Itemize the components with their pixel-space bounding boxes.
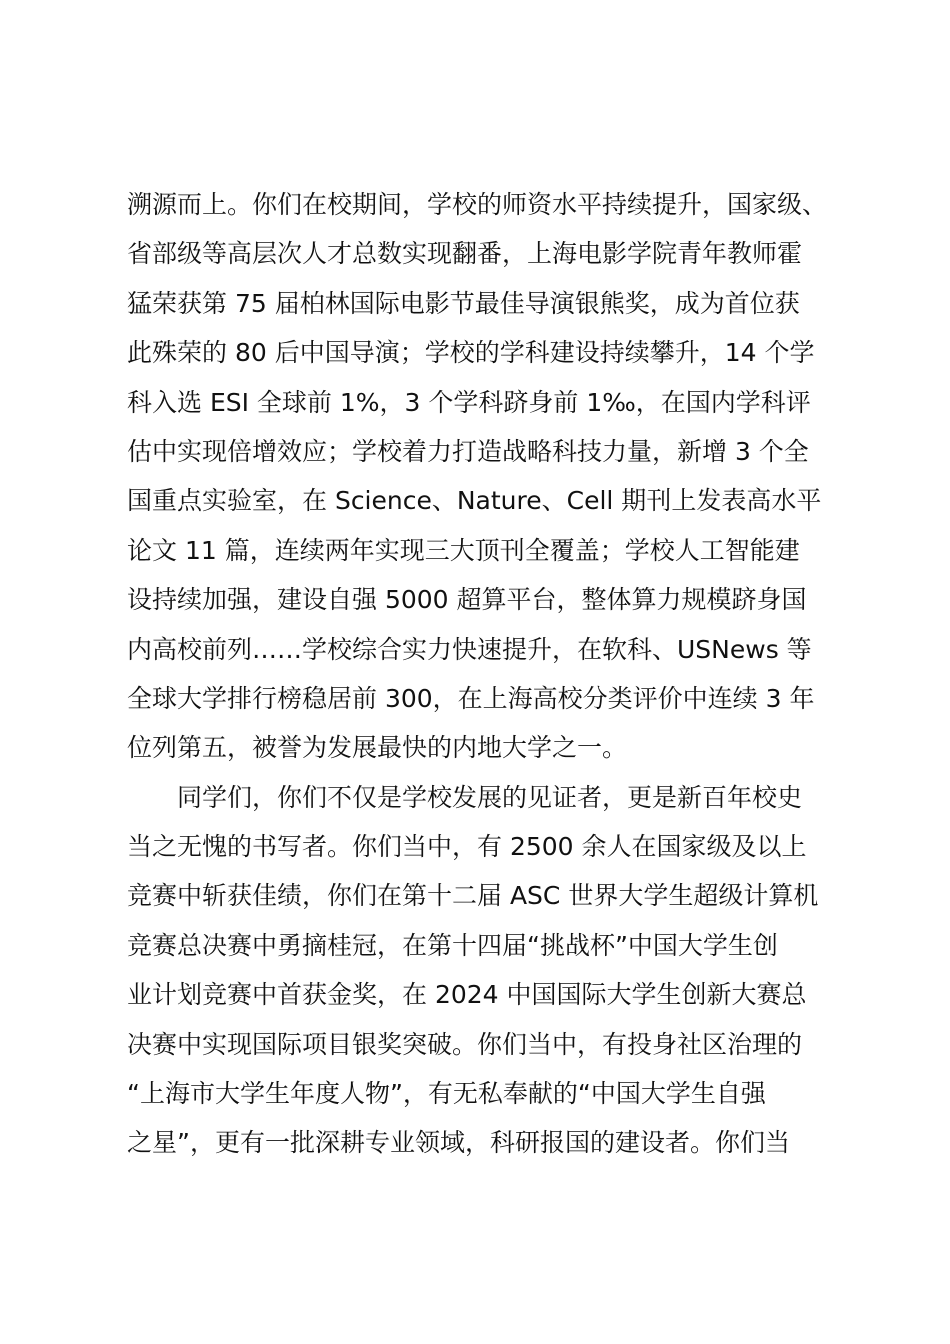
text-line: 位列第五，被誉为发展最快的内地大学之一。 bbox=[127, 733, 628, 763]
text-line: 省部级等高层次人才总数实现翻番，上海电影学院青年教师霍 bbox=[127, 239, 803, 269]
text-line: 决赛中实现国际项目银奖突破。你们当中，有投身社区治理的 bbox=[127, 1029, 803, 1059]
text-line: “上海市大学生年度人物”，有无私奉献的“中国大学生自强 bbox=[127, 1079, 766, 1109]
text-line: 估中实现倍增效应；学校着力打造战略科技力量，新增 3 个全 bbox=[127, 436, 809, 466]
text-line: 竞赛总决赛中勇摘桂冠，在第十四届“挑战杯”中国大学生创 bbox=[127, 930, 778, 960]
body-text bbox=[127, 180, 837, 1168]
text-line: 论文 11 篇，连续两年实现三大顶刊全覆盖；学校人工智能建 bbox=[127, 535, 800, 565]
text-line: 竞赛中斩获佳绩，你们在第十二届 ASC 世界大学生超级计算机 bbox=[127, 881, 819, 911]
text-line: 全球大学排行榜稳居前 300，在上海高校分类评价中连续 3 年 bbox=[127, 683, 815, 713]
text-line: 猛荣获第 75 届柏林国际电影节最佳导演银熊奖，成为首位获 bbox=[127, 288, 800, 318]
text-line: 同学们，你们不仅是学校发展的见证者，更是新百年校史 bbox=[177, 782, 803, 812]
text-line: 国重点实验室，在 Science、Nature、Cell 期刊上发表高水平 bbox=[127, 486, 822, 516]
text-line: 之星”，更有一批深耕专业领域，科研报国的建设者。你们当 bbox=[127, 1128, 790, 1158]
text-line: 设持续加强，建设自强 5000 超算平台，整体算力规模跻身国 bbox=[127, 585, 807, 615]
text-line: 内高校前列……学校综合实力快速提升，在软科、USNews 等 bbox=[127, 634, 812, 664]
text-line: 业计划竞赛中首获金奖，在 2024 中国国际大学生创新大赛总 bbox=[127, 980, 807, 1010]
paragraph-2 bbox=[127, 773, 837, 1168]
text-line: 当之无愧的书写者。你们当中，有 2500 余人在国家级及以上 bbox=[127, 832, 807, 862]
text-line: 此殊荣的 80 后中国导演；学校的学科建设持续攀升，14 个学 bbox=[127, 338, 815, 368]
text-line: 溯源而上。你们在校期间，学校的师资水平持续提升，国家级、 bbox=[127, 190, 828, 219]
text-line: 科入选 ESI 全球前 1%，3 个学科跻身前 1‰，在国内学科评 bbox=[127, 387, 811, 417]
paragraph-1 bbox=[127, 180, 837, 773]
